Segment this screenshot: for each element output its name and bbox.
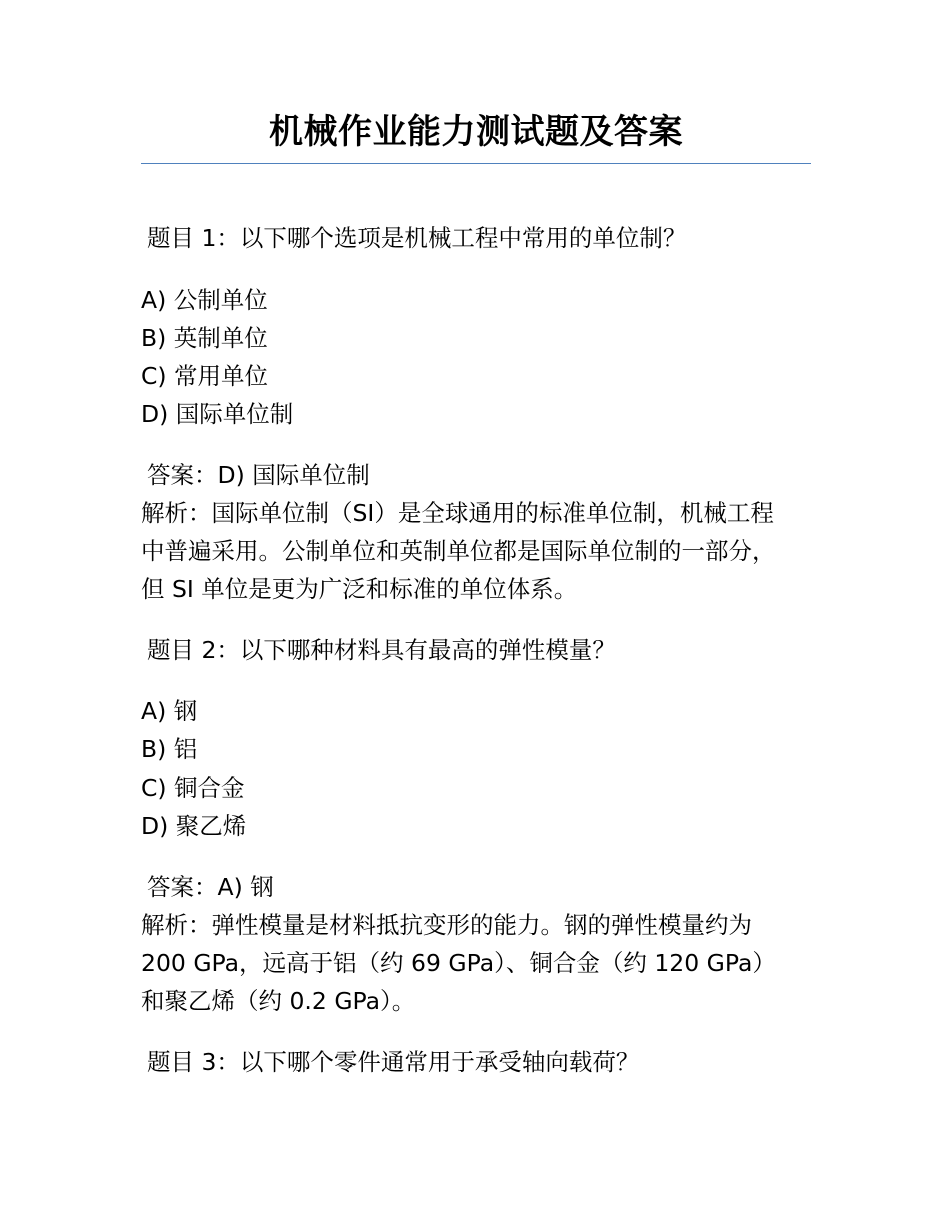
question-1-option-b: B) 英制单位 — [141, 324, 268, 352]
question-1-option-d: D) 国际单位制 — [141, 400, 294, 428]
document-title: 机械作业能力测试题及答案 — [269, 112, 683, 152]
question-2-option-a: A) 钢 — [141, 697, 198, 725]
question-2-explanation-line: 和聚乙烯（约 0.2 GPa）。 — [141, 987, 416, 1015]
question-2-explanation-line: 解析：弹性模量是材料抵抗变形的能力。钢的弹性模量约为 — [141, 911, 752, 939]
question-1-answer: 答案：D) 国际单位制 — [147, 461, 370, 489]
question-3-text: 题目 3：以下哪个零件通常用于承受轴向载荷？ — [147, 1048, 640, 1076]
question-2-answer: 答案：A) 钢 — [147, 873, 274, 901]
title-underline — [141, 163, 811, 164]
question-1-explanation-line: 但 SI 单位是更为广泛和标准的单位体系。 — [141, 575, 578, 603]
question-1-option-c: C) 常用单位 — [141, 362, 269, 390]
question-1-text: 题目 1：以下哪个选项是机械工程中常用的单位制？ — [147, 224, 687, 252]
question-1-explanation-line: 中普遍采用。公制单位和英制单位都是国际单位制的一部分， — [141, 537, 776, 565]
question-2-option-c: C) 铜合金 — [141, 774, 245, 802]
question-2-explanation-line: 200 GPa，远高于铝（约 69 GPa）、铜合金（约 120 GPa） — [141, 949, 776, 977]
question-2-option-d: D) 聚乙烯 — [141, 812, 247, 840]
question-2-text: 题目 2：以下哪种材料具有最高的弹性模量？ — [147, 636, 616, 664]
question-2-option-b: B) 铝 — [141, 735, 198, 763]
question-1-explanation-line: 解析：国际单位制（SI）是全球通用的标准单位制，机械工程 — [141, 499, 774, 527]
question-1-option-a: A) 公制单位 — [141, 286, 268, 314]
